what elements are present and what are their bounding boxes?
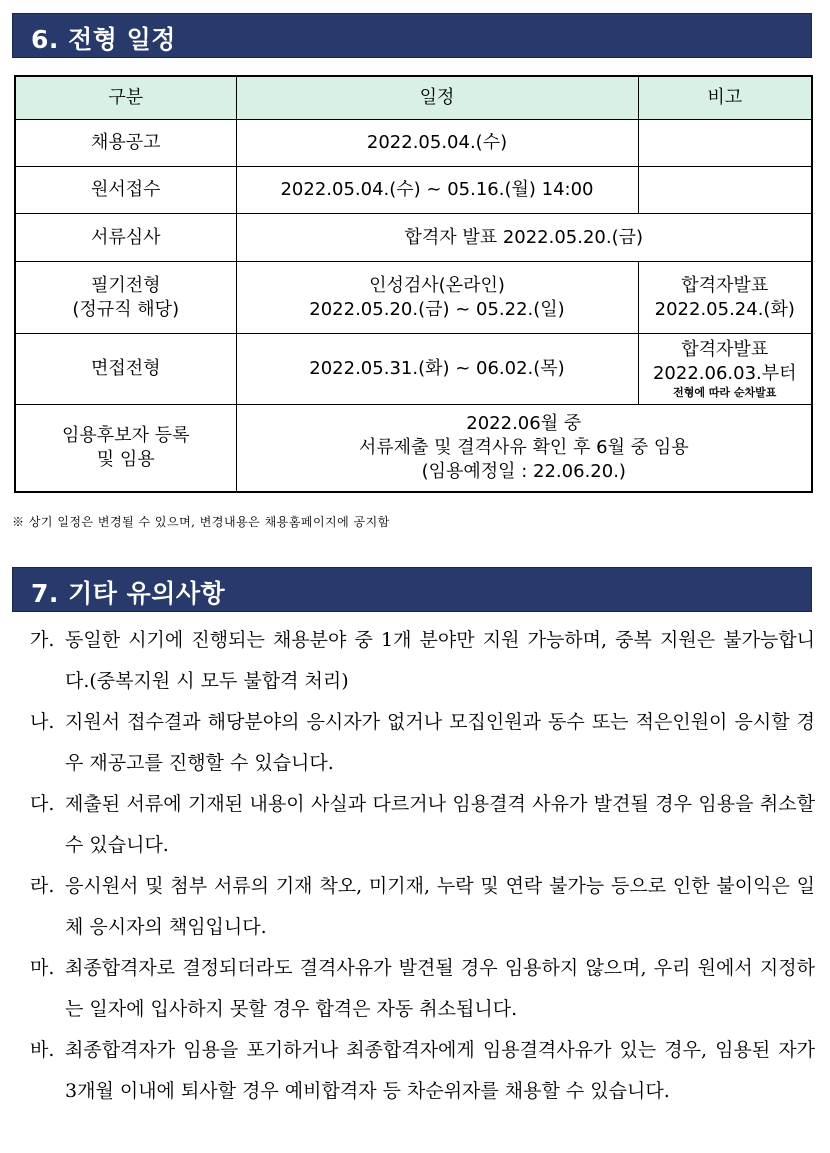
schedule-change-note: ※ 상기 일정은 변경될 수 있으며, 변경내용은 채용홈페이지에 공지함 xyxy=(12,515,390,529)
row-schedule xyxy=(236,405,812,492)
row-category: 채용공고 xyxy=(15,120,236,167)
table-header-row xyxy=(15,76,812,120)
row-category-line: 및 임용 xyxy=(96,448,155,470)
row-category-line: 임용후보자 등록 xyxy=(62,424,190,446)
notice-list xyxy=(30,620,815,1112)
row-remark xyxy=(638,334,812,405)
section-7-title: 7. 기타 유의사항 xyxy=(31,579,226,608)
row-remark-line: 2022.05.24.(화) xyxy=(654,298,795,320)
notice-marker: 라. xyxy=(30,875,55,897)
notice-text: 최종합격자가 임용을 포기하거나 최종합격자에게 임용결격사유가 있는 경우, 임용된 자가 3개월 이내에 퇴사할 경우 예비합격자 등 차순위자를 채용할 수 있습니다. xyxy=(65,1039,815,1102)
row-remark-line: 2022.06.03.부터 xyxy=(652,363,797,384)
section-6-header xyxy=(12,13,812,58)
list-item xyxy=(30,620,815,702)
notice-marker: 나. xyxy=(30,711,55,733)
list-item xyxy=(30,702,815,784)
notice-text: 지원서 접수결과 해당분야의 응시자가 없거나 모집인원과 동수 또는 적은인원이 응시할 경우 재공고를 진행할 수 있습니다. xyxy=(65,711,815,774)
table-row xyxy=(15,167,812,214)
row-remark-line: 합격자발표 xyxy=(681,339,769,360)
row-schedule-line: 서류제출 및 결격사유 확인 후 6월 중 임용 xyxy=(358,436,689,458)
notice-text: 응시원서 및 첨부 서류의 기재 착오, 미기재, 누락 및 연락 불가능 등으로 인한 불이익은 일체 응시자의 책임입니다. xyxy=(65,875,815,938)
row-category: 원서접수 xyxy=(15,167,236,214)
schedule-table xyxy=(14,75,813,493)
row-remark-line: 합격자발표 xyxy=(681,274,769,296)
row-schedule: 2022.05.04.(수) ~ 05.16.(월) 14:00 xyxy=(236,167,638,214)
row-schedule-line: 2022.06월 중 xyxy=(466,412,582,434)
notice-text: 최종합격자로 결정되더라도 결격사유가 발견될 경우 임용하지 않으며, 우리 원에서 지정하는 일자에 입사하지 못할 경우 합격은 자동 취소됩니다. xyxy=(65,957,815,1020)
row-category xyxy=(15,405,236,492)
row-remark-subnote: 전형에 따라 순차발표 xyxy=(673,386,777,399)
row-schedule-line: (임용예정일 : 22.06.20.) xyxy=(421,460,626,482)
section-6-title: 6. 전형 일정 xyxy=(31,25,176,54)
row-schedule xyxy=(236,262,638,334)
list-item xyxy=(30,784,815,866)
list-item xyxy=(30,948,815,1030)
row-schedule: 2022.05.04.(수) xyxy=(236,120,638,167)
header-category: 구분 xyxy=(15,76,236,120)
row-schedule: 합격자 발표 2022.05.20.(금) xyxy=(236,214,812,262)
notice-text: 제출된 서류에 기재된 내용이 사실과 다르거나 임용결격 사유가 발견될 경우 임용을 취소할 수 있습니다. xyxy=(65,793,815,856)
table-row xyxy=(15,405,812,492)
row-remark xyxy=(638,120,812,167)
notice-marker: 가. xyxy=(30,629,55,651)
row-category-line: (정규직 해당) xyxy=(72,298,180,320)
row-category-line: 필기전형 xyxy=(90,274,161,296)
row-category: 서류심사 xyxy=(15,214,236,262)
list-item xyxy=(30,1030,815,1112)
row-remark xyxy=(638,262,812,334)
row-category xyxy=(15,262,236,334)
row-remark xyxy=(638,167,812,214)
notice-text: 동일한 시기에 진행되는 채용분야 중 1개 분야만 지원 가능하며, 중복 지원은 불가능합니다.(중복지원 시 모두 불합격 처리) xyxy=(65,629,815,692)
header-schedule: 일정 xyxy=(236,76,638,120)
row-schedule: 2022.05.31.(화) ~ 06.02.(목) xyxy=(236,334,638,405)
header-remark: 비고 xyxy=(638,76,812,120)
notice-marker: 마. xyxy=(30,957,55,979)
row-category: 면접전형 xyxy=(15,334,236,405)
row-schedule-line: 2022.05.20.(금) ~ 05.22.(일) xyxy=(309,298,565,320)
table-row xyxy=(15,334,812,405)
section-7-header xyxy=(12,567,812,612)
notice-marker: 바. xyxy=(30,1039,55,1061)
list-item xyxy=(30,866,815,948)
table-row xyxy=(15,120,812,167)
table-row xyxy=(15,214,812,262)
table-row xyxy=(15,262,812,334)
row-schedule-line: 인성검사(온라인) xyxy=(369,274,505,296)
notice-marker: 다. xyxy=(30,793,55,815)
